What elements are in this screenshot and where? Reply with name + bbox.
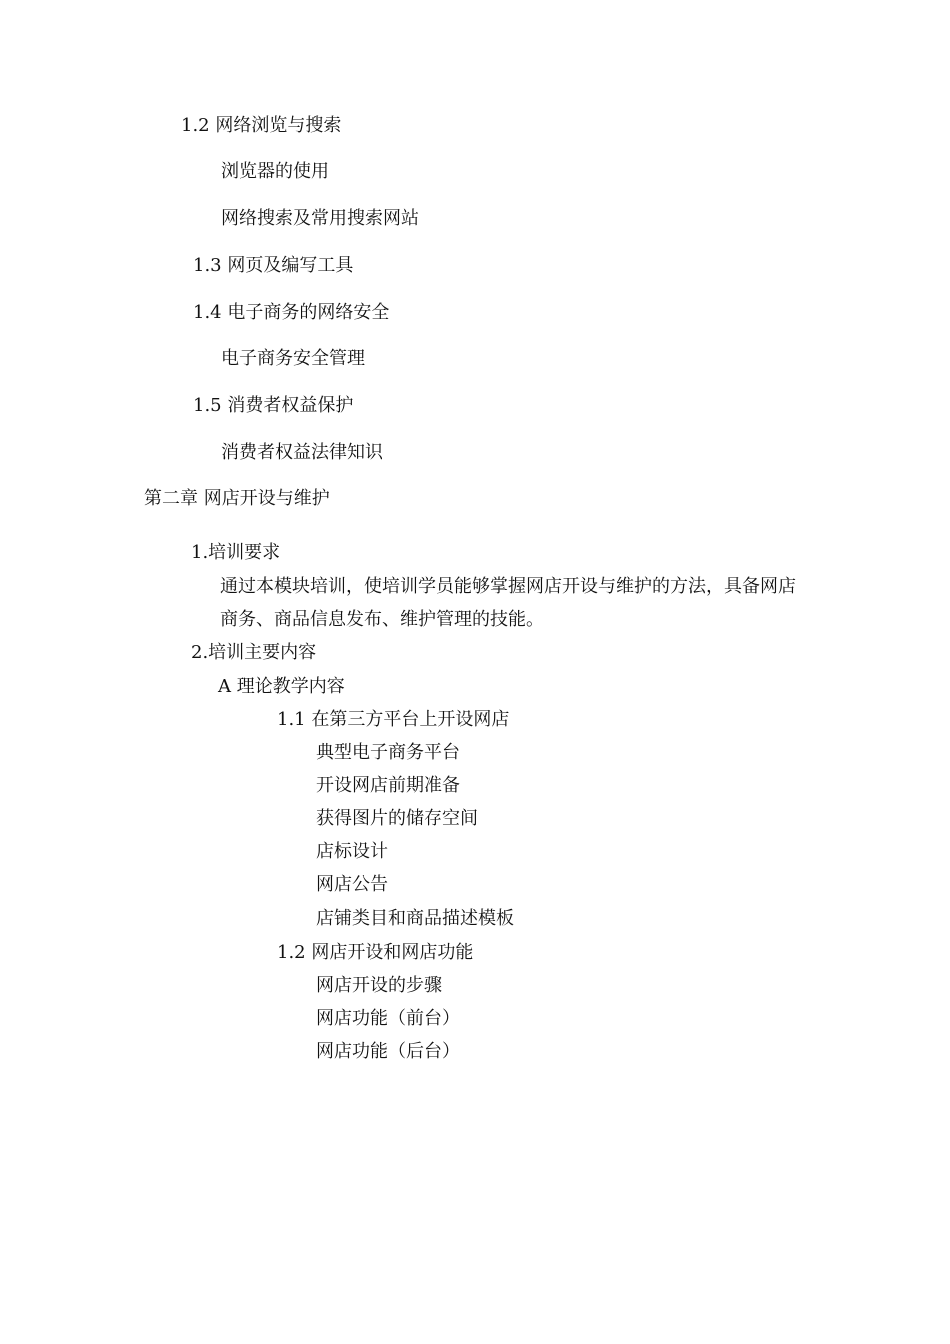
part-heading: A 理论教学内容 bbox=[218, 676, 345, 697]
subsection-heading: 2.培训主要内容 bbox=[191, 642, 317, 663]
section-heading: 1.1 在第三方平台上开设网店 bbox=[277, 709, 510, 730]
chapter-title: 第二章 网店开设与维护 bbox=[144, 488, 330, 509]
list-item: 网店功能（后台） bbox=[316, 1041, 460, 1062]
list-item: 网店公告 bbox=[316, 874, 388, 895]
section-heading: 1.2 网络浏览与搜索 bbox=[181, 115, 342, 136]
list-item: 网店开设的步骤 bbox=[316, 975, 442, 996]
requirement-paragraph: 通过本模块培训，使培训学员能够掌握网店开设与维护的方法，具备网店商务、商品信息发布、维护管理的技能。 bbox=[220, 576, 796, 630]
list-item: 店标设计 bbox=[316, 841, 388, 862]
list-item: 网络搜索及常用搜索网站 bbox=[221, 208, 419, 229]
list-item: 网店功能（前台） bbox=[316, 1008, 460, 1029]
list-item: 消费者权益法律知识 bbox=[221, 442, 383, 463]
list-item: 开设网店前期准备 bbox=[316, 775, 460, 796]
list-item: 电子商务安全管理 bbox=[221, 348, 365, 369]
subsection-heading: 1.培训要求 bbox=[191, 542, 281, 563]
section-heading: 1.5 消费者权益保护 bbox=[193, 395, 354, 416]
section-heading: 1.4 电子商务的网络安全 bbox=[193, 302, 390, 323]
section-heading: 1.3 网页及编写工具 bbox=[193, 255, 354, 276]
list-item: 浏览器的使用 bbox=[221, 161, 329, 182]
list-item: 店铺类目和商品描述模板 bbox=[316, 908, 514, 929]
section-heading: 1.2 网店开设和网店功能 bbox=[277, 942, 474, 963]
list-item: 典型电子商务平台 bbox=[316, 742, 460, 763]
list-item: 获得图片的储存空间 bbox=[316, 808, 478, 829]
